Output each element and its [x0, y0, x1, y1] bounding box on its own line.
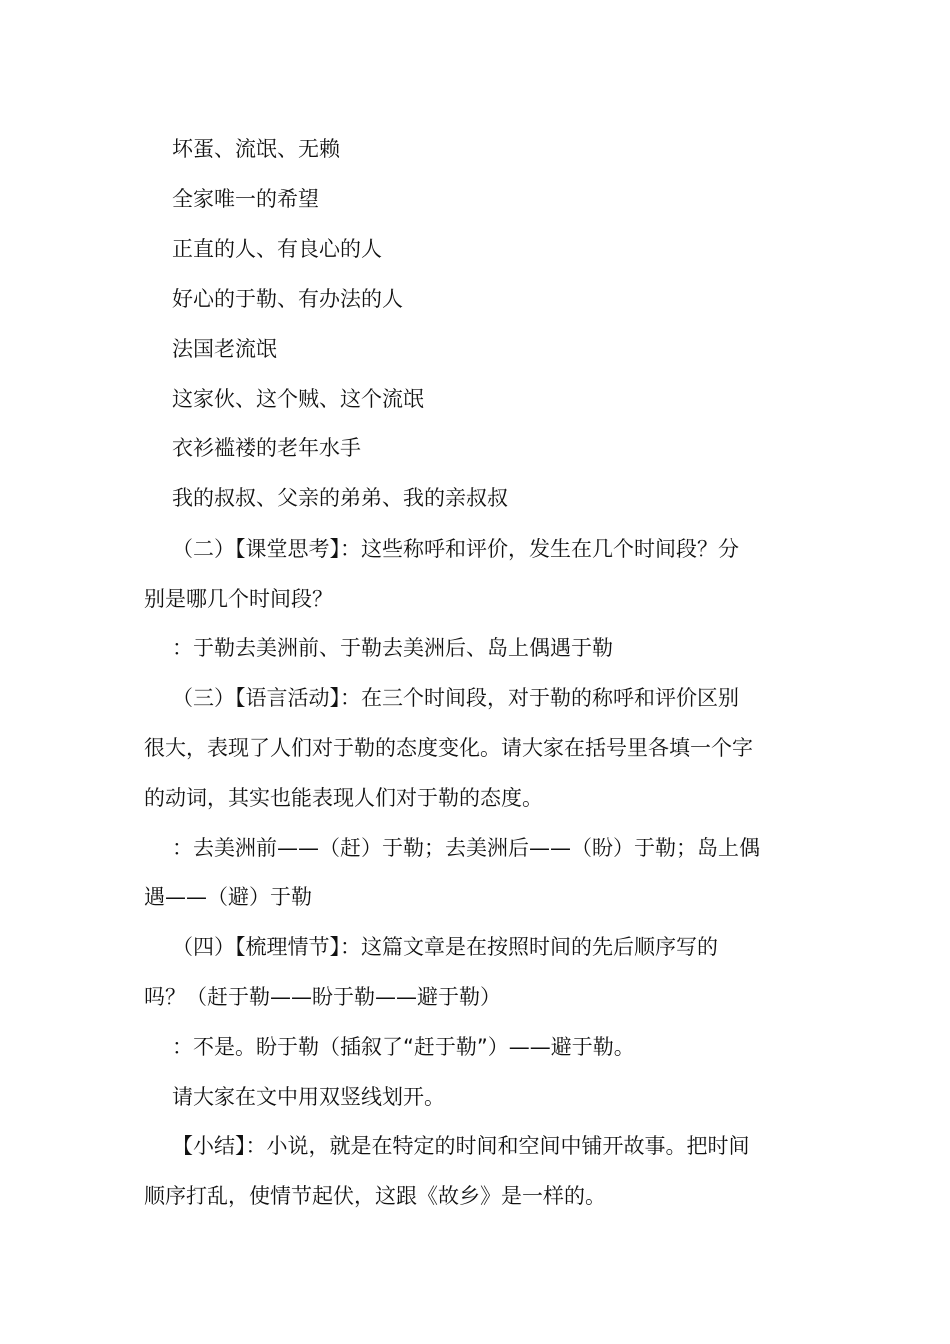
section-two-answer: ：于勒去美洲前、于勒去美洲后、岛上偶遇于勒	[172, 636, 613, 660]
text-line-5: 法国老流氓	[172, 337, 277, 361]
section-four-answer: ：不是。盼于勒（插叙了“赶于勒”）——避于勒。	[172, 1035, 635, 1059]
text-line-7: 衣衫褴褛的老年水手	[172, 436, 361, 460]
section-two-question-cont: 别是哪几个时间段？	[144, 587, 333, 611]
text-line-3: 正直的人、有良心的人	[172, 237, 382, 261]
section-four-instruction: 请大家在文中用双竖线划开。	[172, 1085, 445, 1109]
section-three-question-cont-1: 很大，表现了人们对于勒的态度变化。请大家在括号里各填一个字	[144, 736, 753, 760]
section-three-answer-cont: 遇——（避）于勒	[144, 885, 312, 909]
section-four-question-cont: 吗？（赶于勒——盼于勒——避于勒）	[144, 985, 501, 1009]
section-four-question: （四）【梳理情节】：这篇文章是在按照时间的先后顺序写的	[172, 935, 718, 959]
text-line-1: 坏蛋、流氓、无赖	[172, 137, 340, 161]
text-line-6: 这家伙、这个贼、这个流氓	[172, 387, 424, 411]
section-three-answer: ：去美洲前——（赶）于勒；去美洲后——（盼）于勒；岛上偶	[172, 836, 760, 860]
text-line-2: 全家唯一的希望	[172, 187, 319, 211]
section-three-question-cont-2: 的动词，其实也能表现人们对于勒的态度。	[144, 786, 543, 810]
text-line-4: 好心的于勒、有办法的人	[172, 287, 403, 311]
summary: 【小结】：小说，就是在特定的时间和空间中铺开故事。把时间	[172, 1134, 750, 1158]
summary-cont: 顺序打乱，使情节起伏，这跟《故乡》是一样的。	[144, 1184, 606, 1208]
section-two-question: （二）【课堂思考】：这些称呼和评价，发生在几个时间段？分	[172, 537, 739, 561]
section-three-question: （三）【语言活动】：在三个时间段，对于勒的称呼和评价区别	[172, 686, 739, 710]
text-line-8: 我的叔叔、父亲的弟弟、我的亲叔叔	[172, 486, 508, 510]
